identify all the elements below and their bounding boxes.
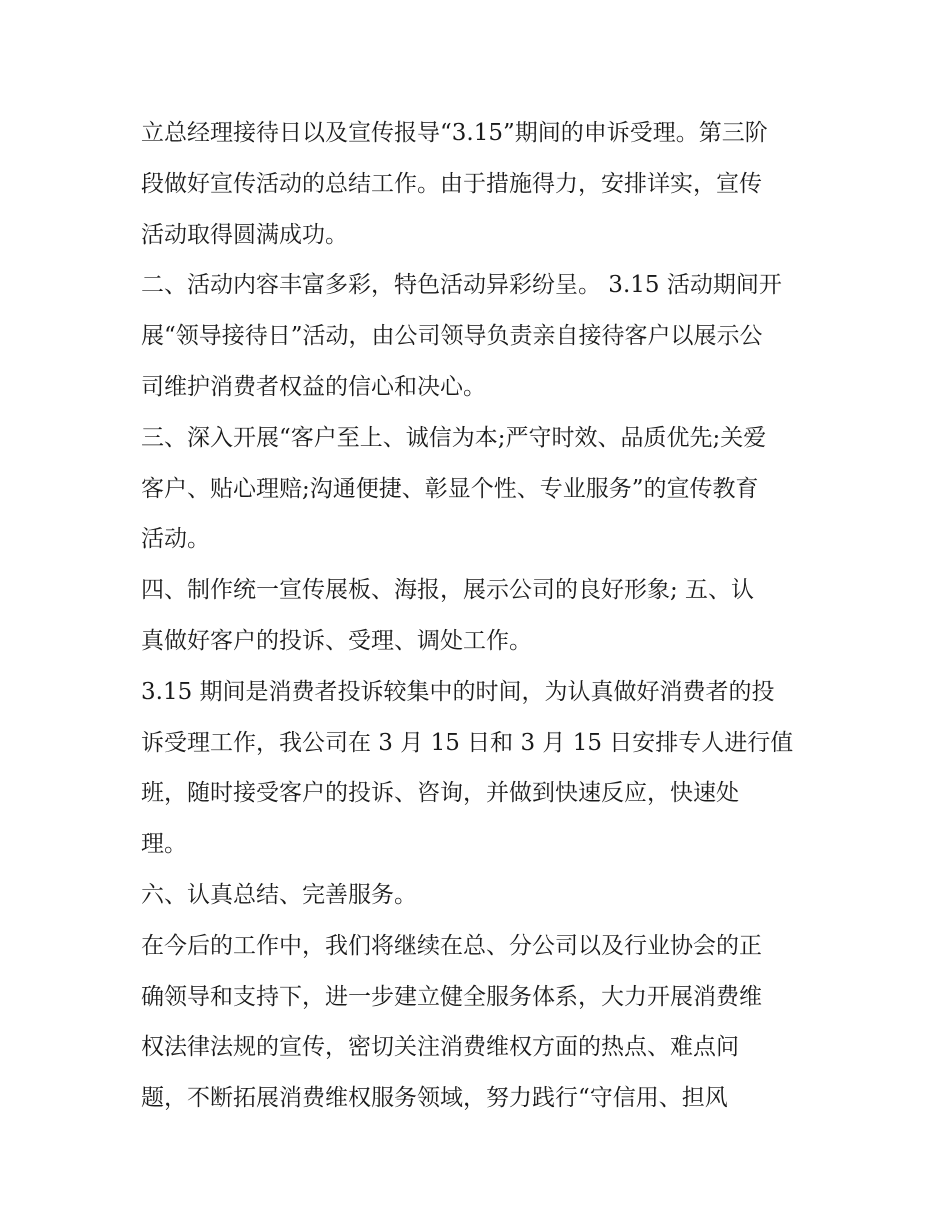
text-line: 在今后的工作中，我们将继续在总、分公司以及行业协会的正 [141, 932, 762, 959]
text-line: 活动。 [141, 526, 210, 553]
text-line: 展“领导接待日”活动，由公司领导负责亲自接待客户以展示公 [141, 323, 763, 350]
text-line: 三、深入开展“客户至上、诚信为本;严守时效、品质优先;关爱 [141, 424, 767, 451]
text-line: 理。 [141, 831, 187, 858]
text-line: 题，不断拓展消费维权服务领域，努力践行“守信用、担风 [141, 1085, 728, 1112]
paragraph-section-four-five [141, 565, 831, 667]
text-line: 班，随时接受客户的投诉、咨询，并做到快速反应，快速处 [141, 780, 739, 807]
text-line: 四、制作统一宣传展板、海报，展示公司的良好形象; 五、认 [141, 577, 755, 604]
text-line: 确领导和支持下，进一步建立健全服务体系，大力开展消费维 [141, 983, 762, 1010]
text-line: 诉受理工作，我公司在 3 月 15 日和 3 月 15 日安排专人进行值 [141, 729, 794, 756]
text-line: 立总经理接待日以及宣传报导“3.15”期间的申诉受理。第三阶 [141, 120, 768, 146]
text-line: 六、认真总结、完善服务。 [141, 881, 417, 908]
paragraph-future-work [141, 921, 831, 1124]
text-line: 权法律法规的宣传，密切关注消费维权方面的热点、难点问 [141, 1034, 739, 1061]
text-line: 真做好客户的投诉、受理、调处工作。 [141, 627, 532, 654]
document-body [141, 108, 831, 1124]
text-line: 二、活动内容丰富多彩，特色活动异彩纷呈。 3.15 活动期间开 [141, 272, 782, 299]
paragraph-section-three [141, 413, 831, 565]
text-line: 活动取得圆满成功。 [141, 221, 348, 248]
text-line: 3.15 期间是消费者投诉较集中的时间，为认真做好消费者的投 [141, 678, 775, 705]
text-line: 客户、贴心理赔;沟通便捷、彰显个性、专业服务”的宣传教育 [141, 475, 759, 502]
text-line: 司维护消费者权益的信心和决心。 [141, 373, 486, 400]
text-line: 段做好宣传活动的总结工作。由于措施得力，安排详实，宣传 [141, 170, 762, 197]
paragraph-section-two [141, 260, 831, 412]
paragraph-complaint-handling [141, 667, 831, 870]
paragraph-section-six [141, 870, 831, 921]
paragraph-stage-three [141, 108, 831, 260]
